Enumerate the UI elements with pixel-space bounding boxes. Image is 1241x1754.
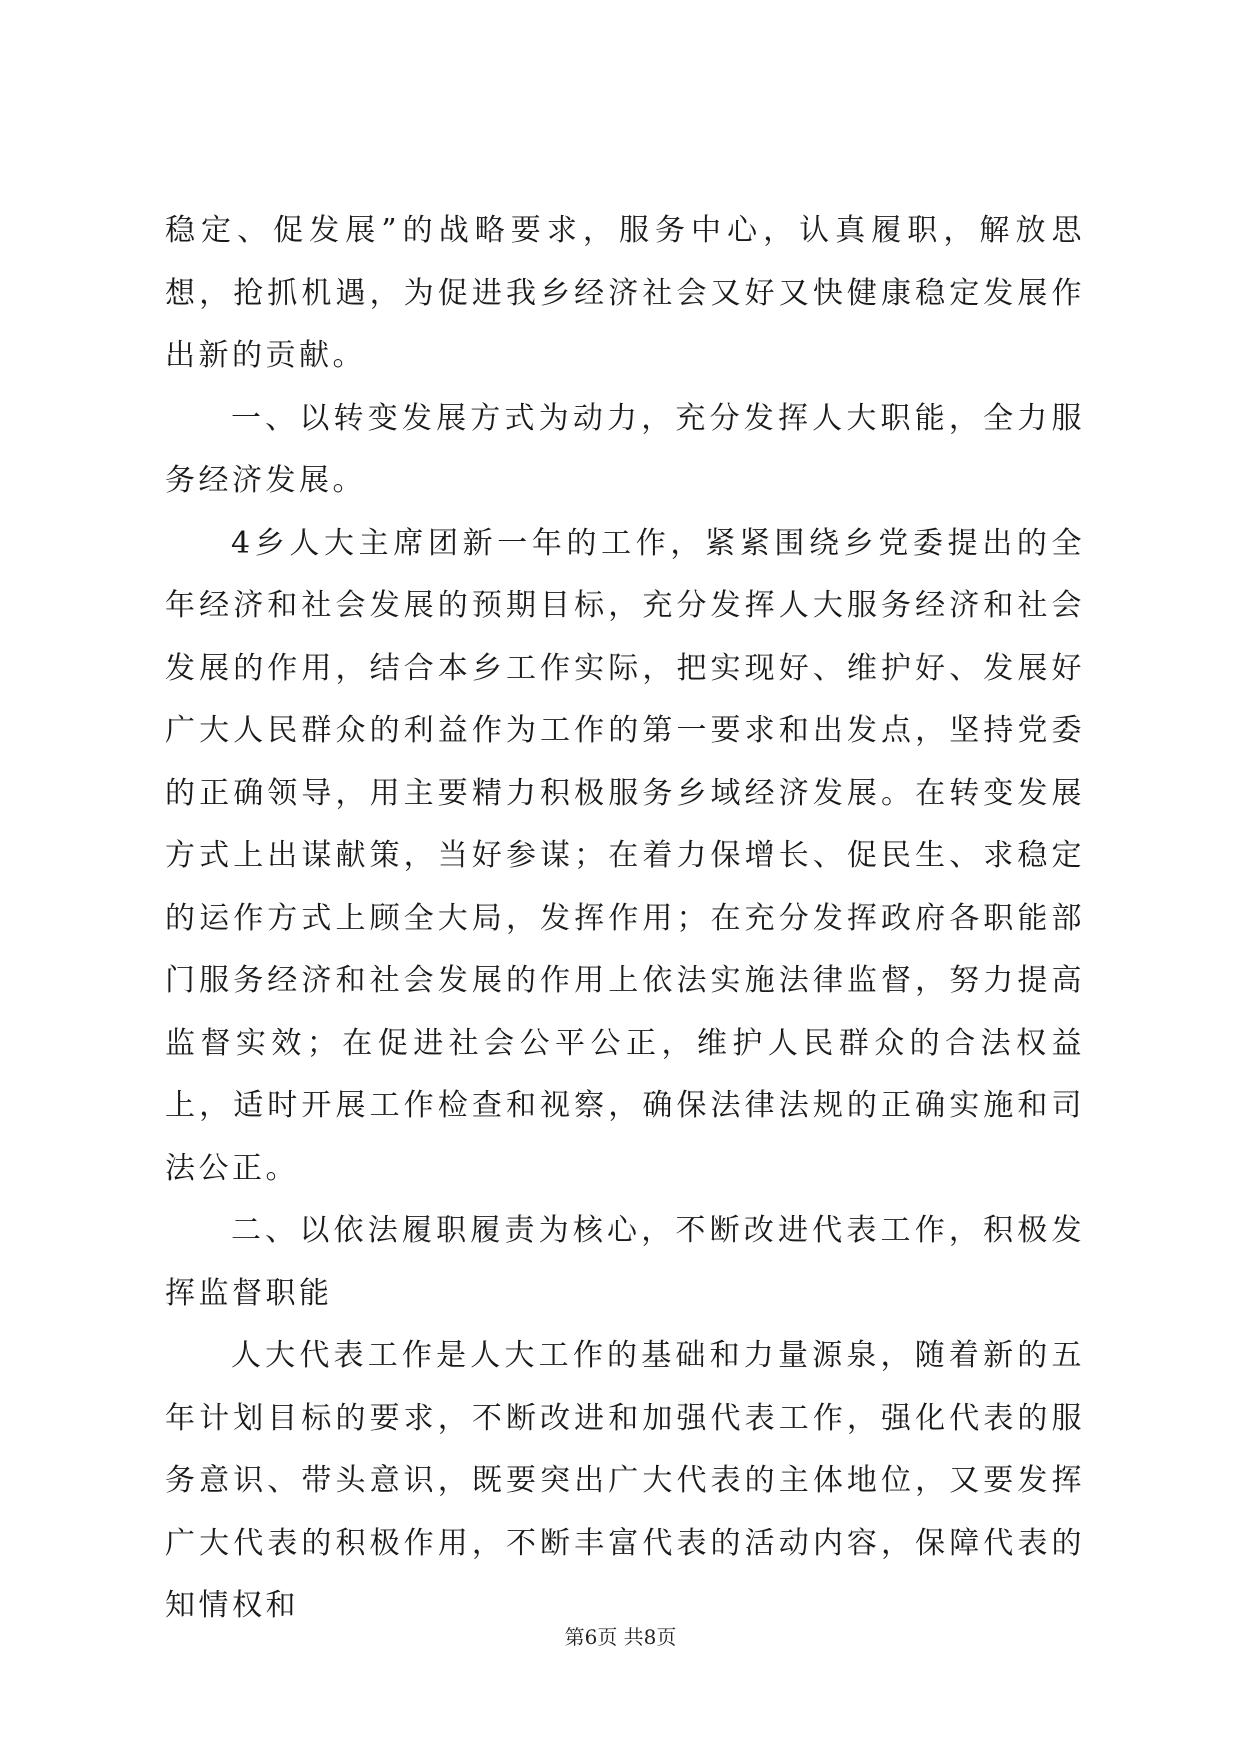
page-number: 第6页 共8页 xyxy=(564,1625,677,1649)
paragraph-representative-work: 人大代表工作是人大工作的基础和力量源泉，随着新的五年计划目标的要求，不断改进和加强代表工作，强化代表的服务意识、带头意识，既要突出广大代表的主体地位，又要发挥广大代表的积极作用，不断丰富代表的活动内容，保障代表的知情权和 xyxy=(165,1338,1085,1623)
section-heading-1: 一、以转变发展方式为动力，充分发挥人大职能，全力服务经济发展。 xyxy=(165,400,1085,498)
paragraph-economic-service: 4乡人大主席团新一年的工作，紧紧围绕乡党委提出的全年经济和社会发展的预期目标，充分发挥人大服务经济和社会发展的作用，结合本乡工作实际，把实现好、维护好、发展好广大人民群众的利益作为工作的第一要求和出发点，坚持党委的正确领导，用主要精力积极服务乡域经济发展。在转变发展方式上出谋献策，当好参谋；在着力保增长、促民生、求稳定的运作方式上顾全大局，发挥作用；在充分发挥政府各职能部门服务经济和社会发展的作用上依法实施法律监督，努力提高监督实效；在促进社会公平公正，维护人民群众的合法权益上，适时开展工作检查和视察，确保法律法规的正确实施和司法公正。 xyxy=(165,525,1085,1186)
document-body xyxy=(165,200,1085,1638)
page-footer xyxy=(0,1622,1241,1652)
paragraph-continuation: 稳定、促发展”的战略要求，服务中心，认真履职，解放思想，抢抓机遇，为促进我乡经济社会又好又快健康稳定发展作出新的贡献。 xyxy=(165,213,1085,373)
section-heading-2: 二、以依法履职履责为核心，不断改进代表工作，积极发挥监督职能 xyxy=(165,1213,1085,1311)
